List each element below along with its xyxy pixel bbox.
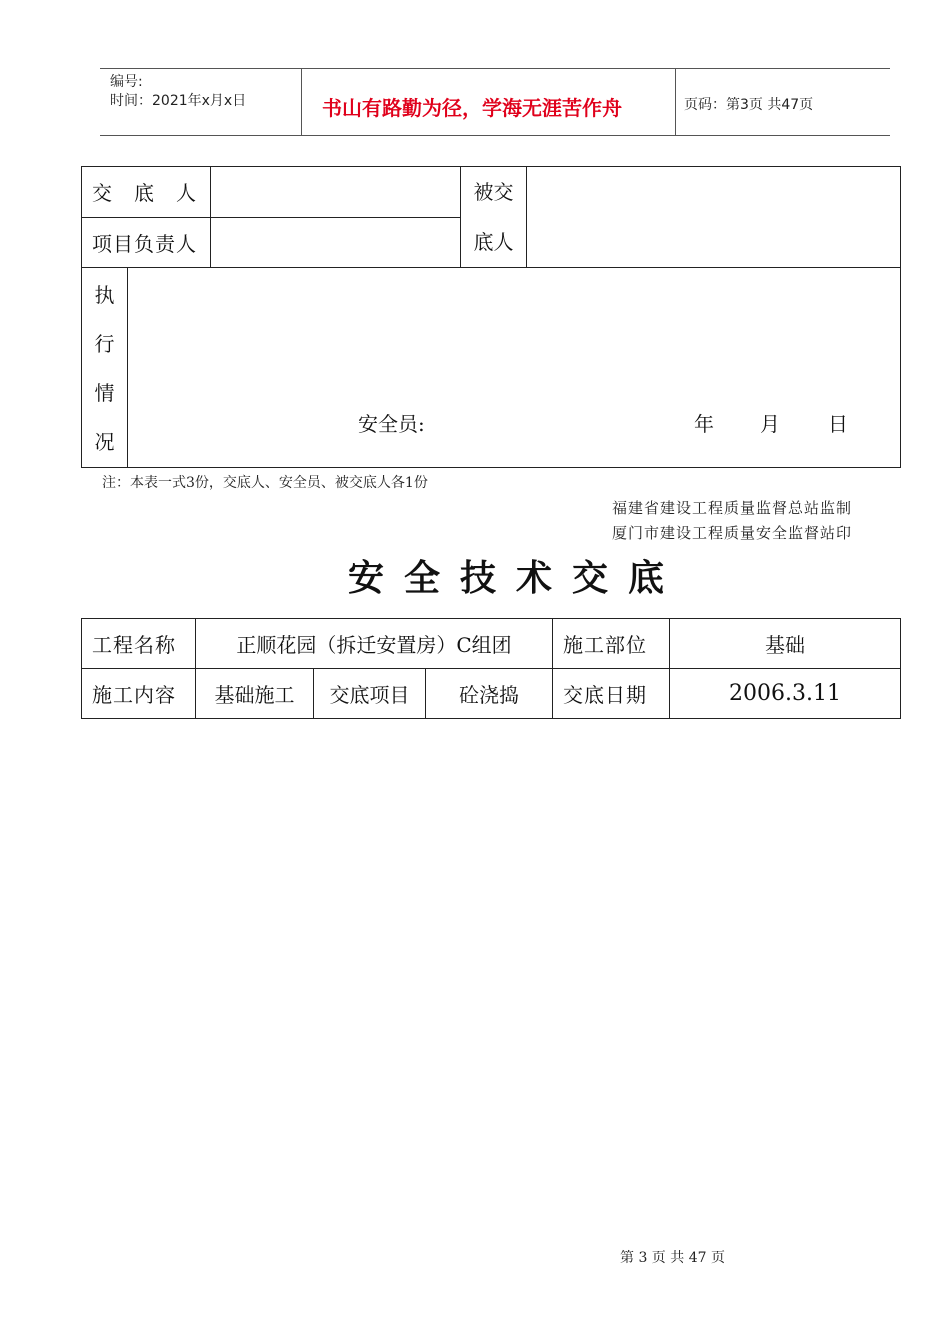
- date-label: 交底日期: [553, 669, 670, 719]
- header-bottom-border: [100, 135, 890, 136]
- exec-char-1: 执: [94, 282, 115, 307]
- page-footer: 第 3 页 共 47 页: [620, 1250, 725, 1266]
- handover-person-label: 交 底 人: [82, 167, 211, 218]
- time-label: 时间：2021年x月x日: [110, 93, 247, 109]
- header-divider-right: [675, 68, 676, 136]
- handover-person-field[interactable]: [211, 167, 461, 218]
- receiver-label: [461, 167, 527, 268]
- execution-status-label: [82, 268, 128, 468]
- safety-officer-label: 安全员:: [358, 412, 425, 436]
- project-name-label: 工程名称: [82, 619, 196, 669]
- year-label: 年: [694, 412, 714, 436]
- receiver-label-top: 被交: [473, 180, 514, 204]
- org-line-1: 福建省建设工程质量监督总站监制: [612, 499, 853, 517]
- project-name-value: 正顺花园（拆迁安置房）C组团: [196, 619, 553, 669]
- receiver-field[interactable]: [527, 167, 901, 268]
- org-line-2: 厦门市建设工程质量安全监督站印: [612, 524, 853, 542]
- form-note: 注：本表一式3份，交底人、安全员、被交底人各1份: [102, 475, 428, 491]
- content-value: 基础施工: [196, 669, 314, 719]
- motto-text: 书山有路勤为径，学海无涯苦作舟: [322, 96, 622, 120]
- project-lead-field[interactable]: [211, 217, 461, 268]
- document-title: 安全技术交底: [348, 557, 685, 599]
- month-label: 月: [760, 412, 780, 436]
- exec-char-2: 行: [94, 331, 115, 356]
- signoff-table: [81, 166, 901, 468]
- date-value: 2006.3.11: [670, 669, 901, 719]
- exec-char-3: 情: [94, 380, 115, 405]
- content-label: 施工内容: [82, 669, 196, 719]
- item-value: 砼浇捣: [426, 669, 553, 719]
- info-table: [81, 618, 901, 719]
- header-top-border: [100, 68, 890, 69]
- header-divider-left: [301, 68, 302, 136]
- day-label: 日: [828, 412, 848, 436]
- receiver-label-bottom: 底人: [473, 230, 514, 254]
- serial-label: 编号:: [110, 74, 143, 90]
- section-label: 施工部位: [553, 619, 670, 669]
- exec-char-4: 况: [94, 429, 115, 454]
- execution-status-field[interactable]: [128, 268, 901, 468]
- project-lead-label: 项目负责人: [82, 217, 211, 268]
- section-value: 基础: [670, 619, 901, 669]
- page-code: 页码：第3页 共47页: [684, 97, 814, 113]
- item-label: 交底项目: [314, 669, 426, 719]
